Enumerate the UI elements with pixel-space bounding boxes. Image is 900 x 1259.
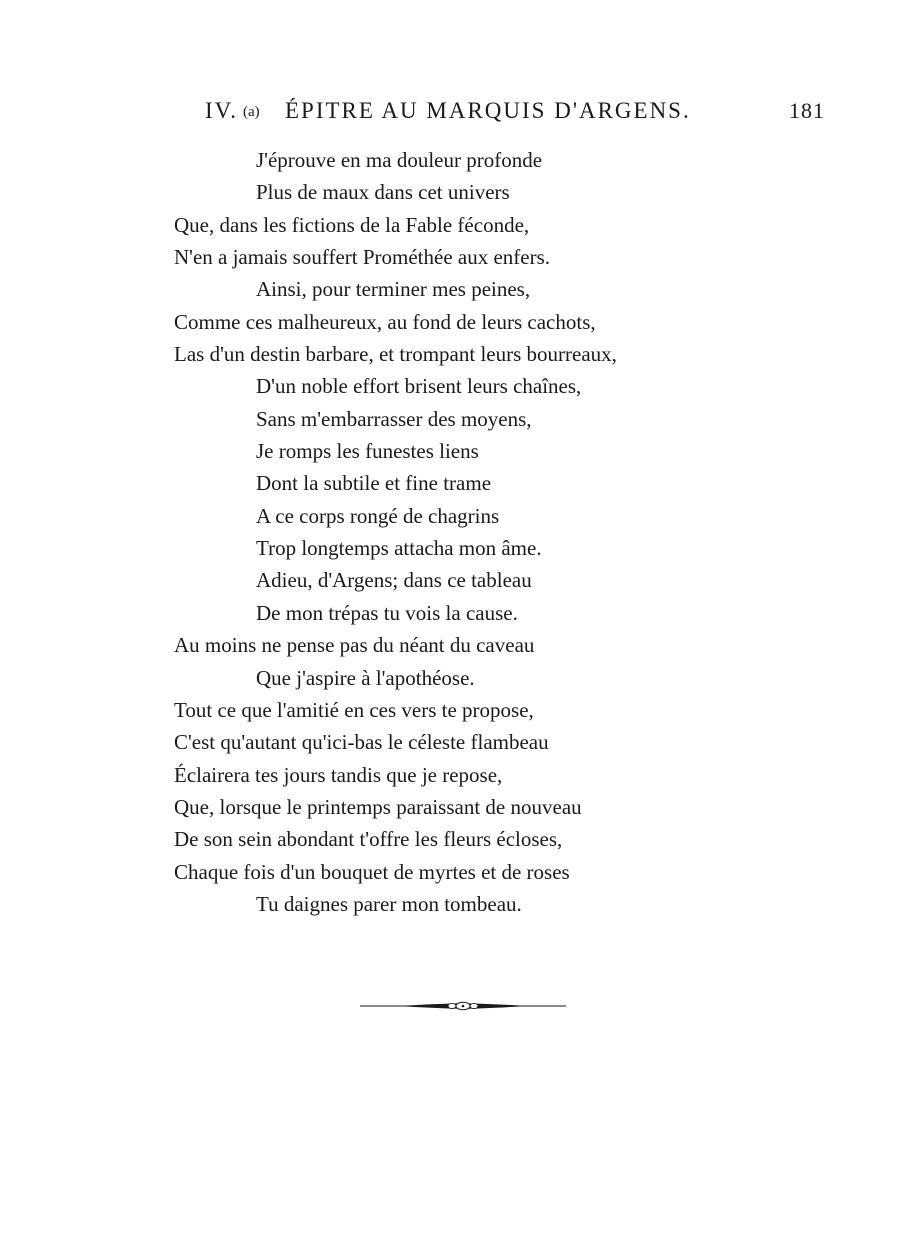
verse-line: Plus de maux dans cet univers (256, 180, 510, 205)
verse-line: Tout ce que l'amitié en ces vers te propose, (174, 697, 534, 722)
verse-line: De son sein abondant t'offre les fleurs écloses, (174, 827, 563, 852)
page-title: ÉPITRE AU MARQUIS D'ARGENS. (285, 98, 691, 123)
verse-line: N'en a jamais souffert Prométhée aux enfers. (174, 245, 551, 270)
verse-line: Las d'un destin barbare, et trompant leurs bourreaux, (174, 342, 617, 367)
verse-line: Comme ces malheureux, au fond de leurs cachots, (174, 309, 596, 334)
verse-line: Tu daignes parer mon tombeau. (256, 891, 522, 916)
verse-line: D'un noble effort brisent leurs chaînes, (256, 374, 582, 399)
verse-line: Éclairera tes jours tandis que je repose, (174, 762, 503, 787)
verse-line: C'est qu'autant qu'ici-bas le céleste flambeau (174, 730, 549, 755)
verse-line: Je romps les funestes liens (256, 439, 479, 464)
verse-line: Que j'aspire à l'apothéose. (256, 665, 475, 690)
page-number: 181 (789, 98, 825, 123)
tailpiece-ornament-icon (358, 998, 568, 1014)
verse-line: Adieu, d'Argens; dans ce tableau (256, 568, 532, 593)
verse-line: Chaque fois d'un bouquet de myrtes et de roses (174, 859, 570, 884)
chapter-number: IV. (205, 98, 239, 123)
note-marker: (a) (243, 104, 260, 120)
verse-line: Sans m'embarrasser des moyens, (256, 406, 532, 431)
verse-line: De mon trépas tu vois la cause. (256, 600, 518, 625)
verse-line: A ce corps rongé de chagrins (256, 503, 500, 528)
verse-line: Trop longtemps attacha mon âme. (256, 536, 542, 561)
poem-body (174, 144, 824, 920)
verse-line: Dont la subtile et fine trame (256, 471, 492, 496)
verse-line: Que, lorsque le printemps paraissant de nouveau (174, 794, 582, 819)
verse-line: Que, dans les fictions de la Fable féconde, (174, 212, 530, 237)
running-head (205, 98, 825, 132)
verse-line: J'éprouve en ma douleur profonde (256, 148, 543, 172)
verse-line: Ainsi, pour terminer mes peines, (256, 277, 531, 302)
verse-line: Au moins ne pense pas du néant du caveau (174, 633, 535, 658)
